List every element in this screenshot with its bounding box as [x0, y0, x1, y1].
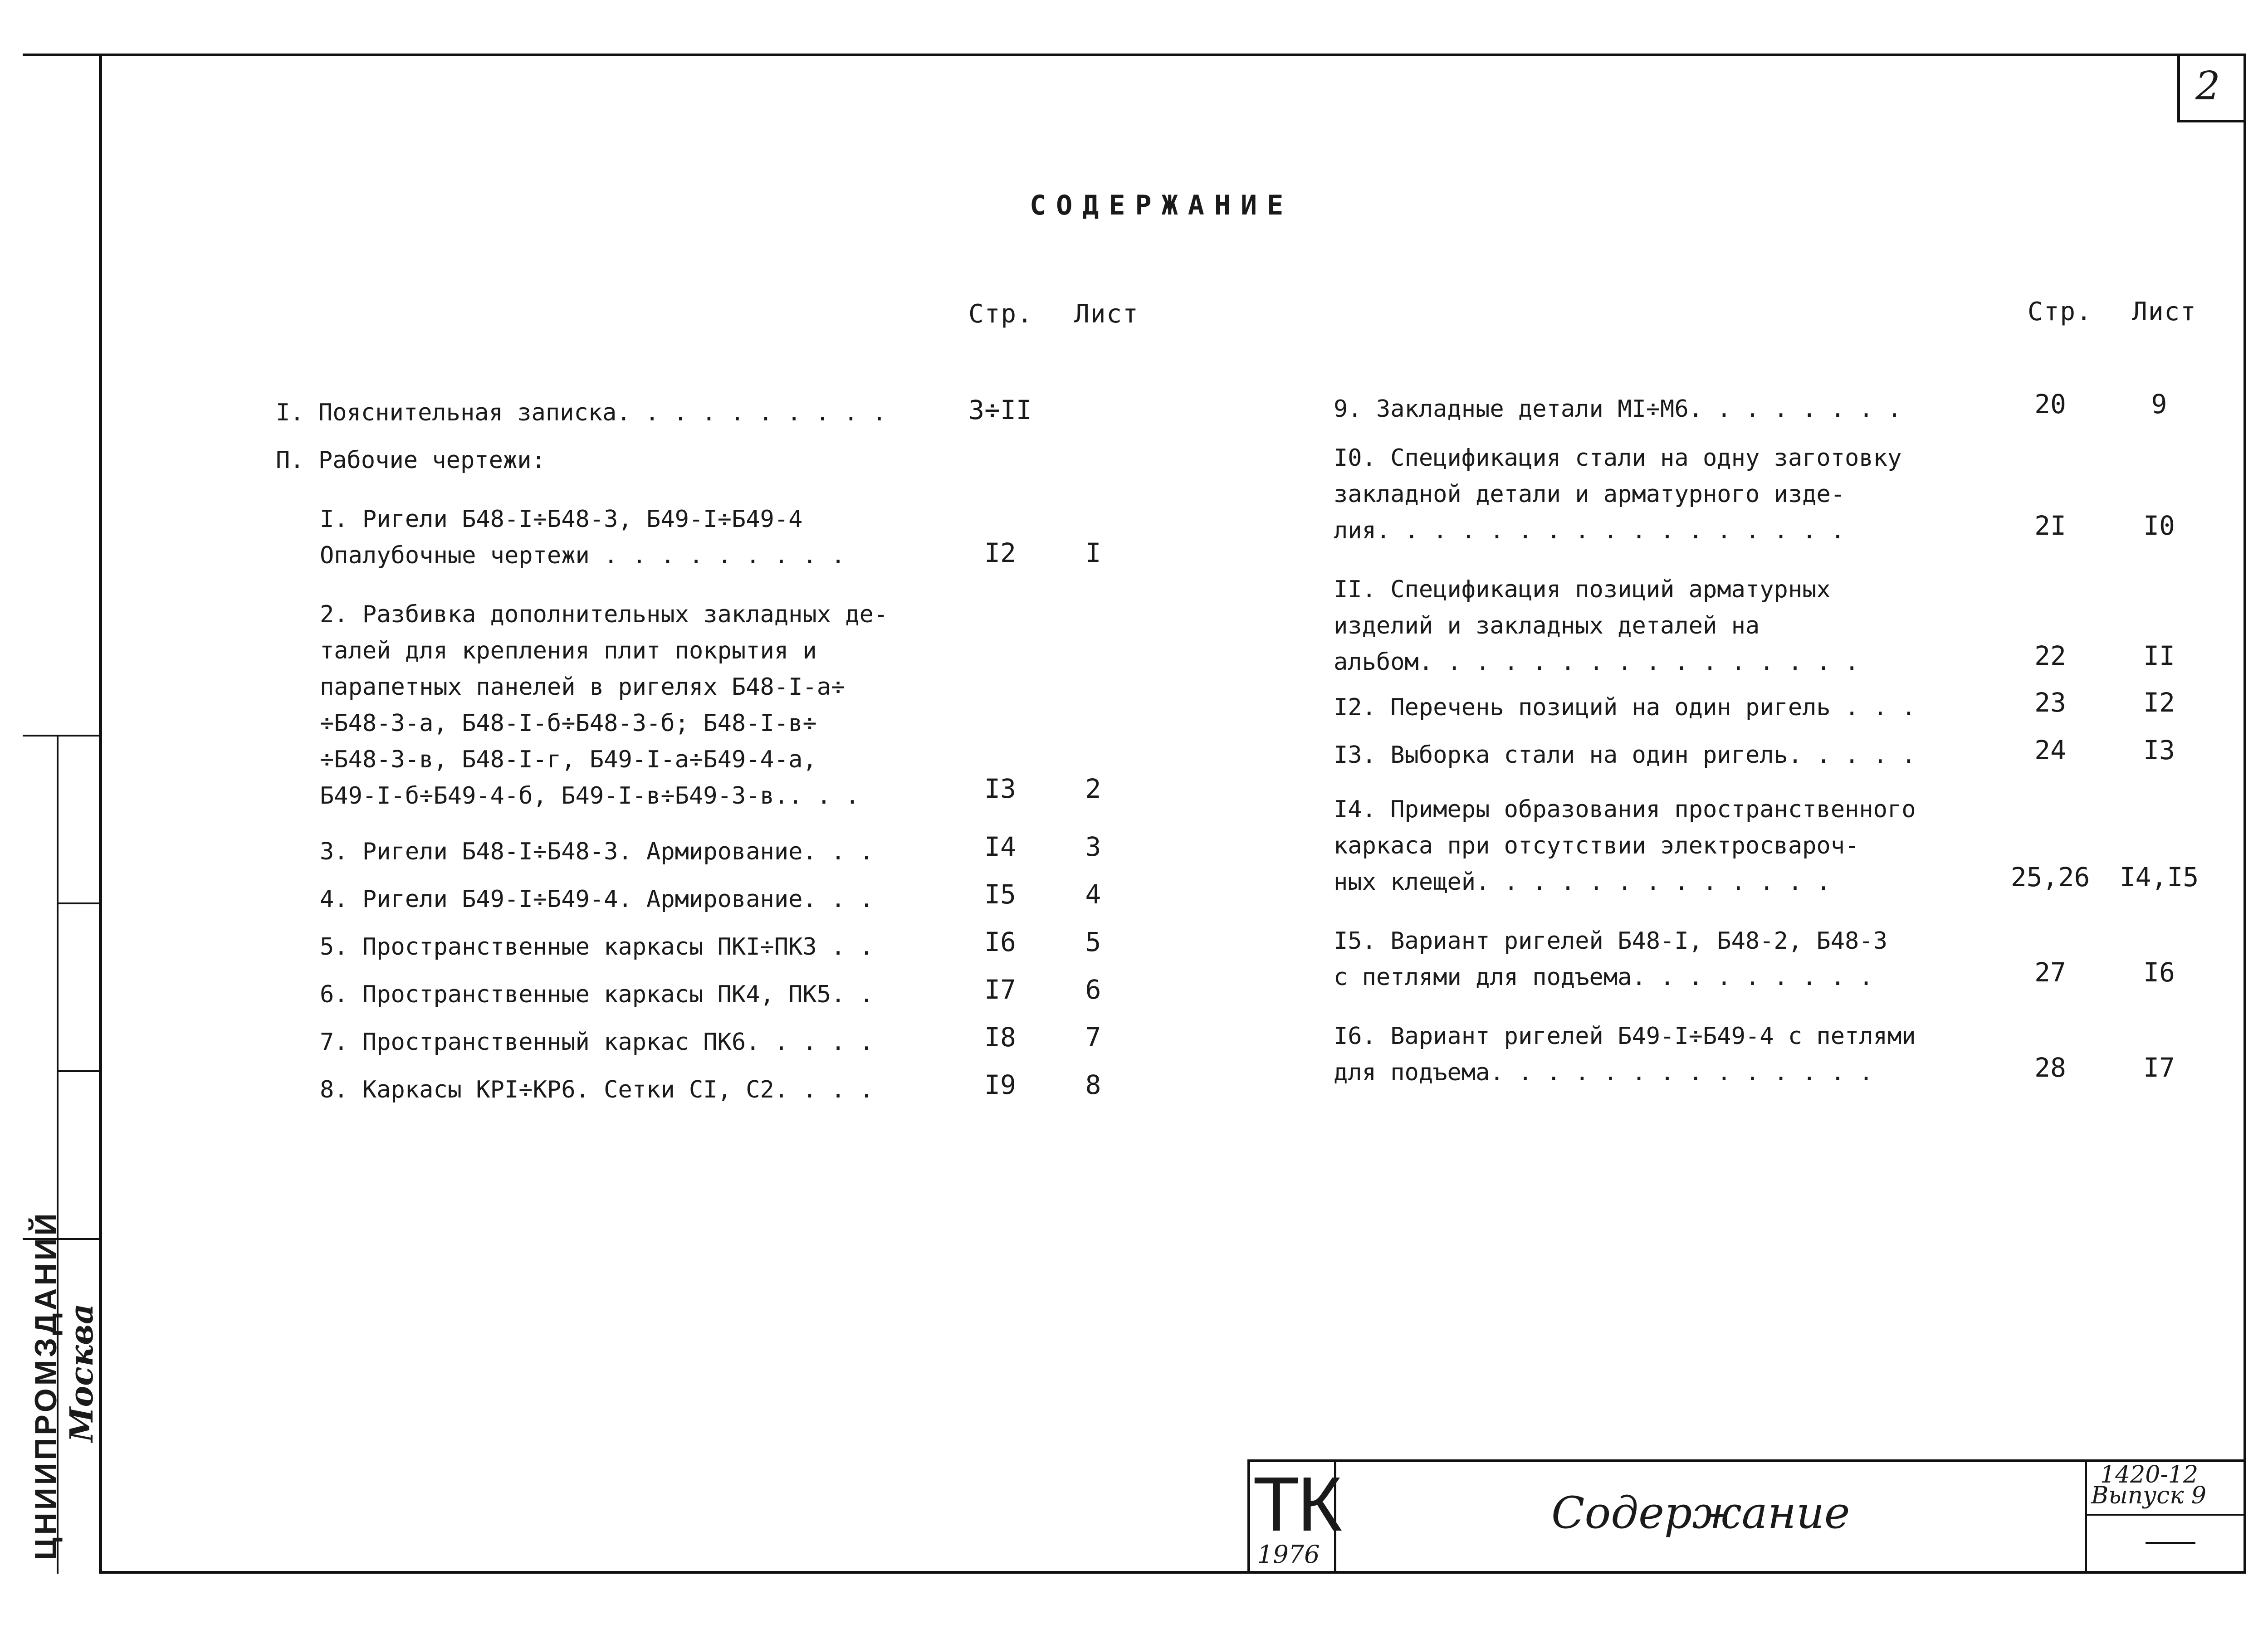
right-header-page: Стр. — [2028, 297, 2092, 327]
tk-logo: ТК — [1253, 1461, 1339, 1547]
page-title: СОДЕРЖАНИЕ — [1030, 190, 1294, 221]
page-number: 2 — [2195, 63, 2220, 109]
stamp-issue: Выпуск 9 — [2091, 1482, 2207, 1509]
org-city: Москва — [63, 1303, 100, 1442]
org-name: ЦНИИПРОМЗДАНИЙ — [29, 1210, 63, 1560]
frame-bottom — [99, 1571, 2246, 1574]
frame-top — [23, 54, 2245, 56]
stamp-series: 1420-12 — [2100, 1461, 2199, 1488]
left-header-page: Стр. — [968, 299, 1033, 329]
stamp-dash — [2146, 1542, 2195, 1544]
stamp-year: 1976 — [1257, 1540, 1320, 1569]
left-header-sheet: Лист — [1074, 299, 1139, 329]
frame-right — [2244, 54, 2246, 1574]
right-header-sheet: Лист — [2132, 297, 2197, 327]
stamp-doc-title: Содержание — [1551, 1488, 1850, 1538]
